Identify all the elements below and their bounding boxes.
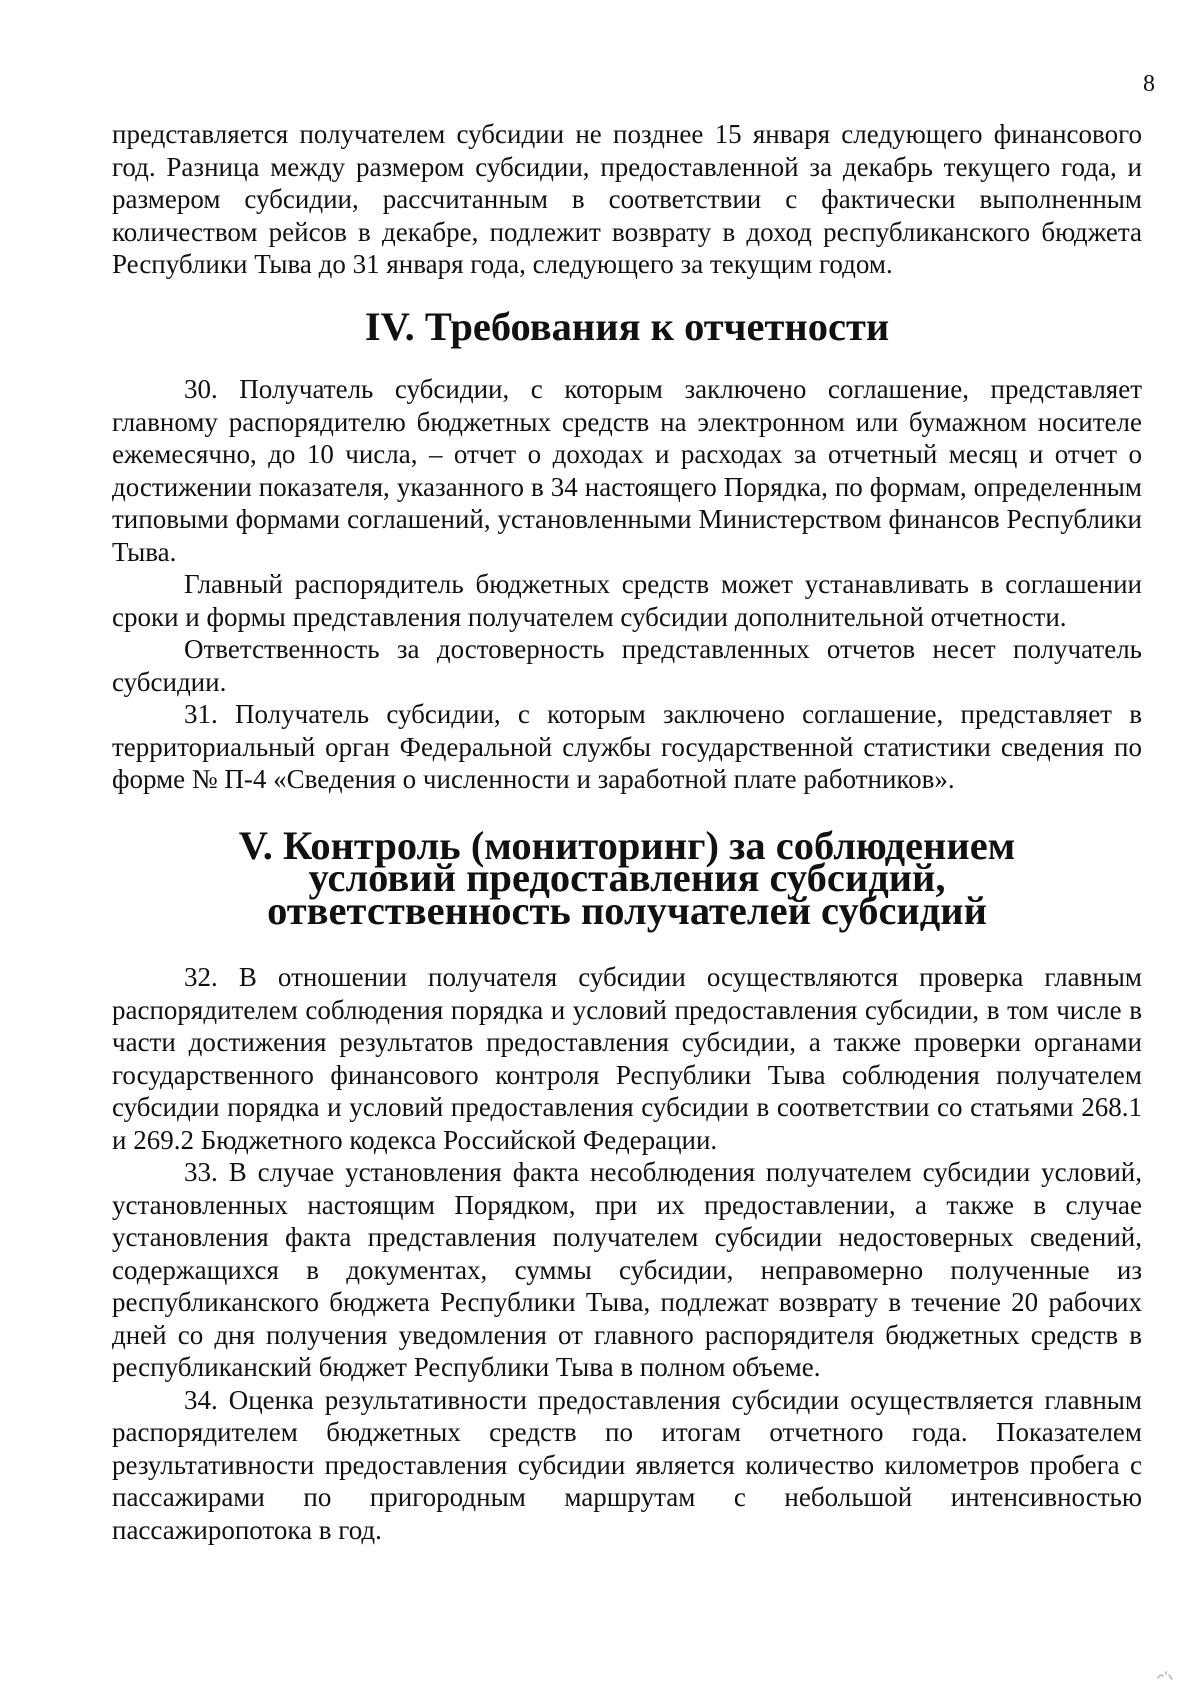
section-iv-heading: IV. Требования к отчетности (364, 303, 890, 349)
intro-paragraph: представляется получателем субсидии не позднее 15 января следующего финансового год. Разница между размером субсидии, предоставленной за декабрь текущего года, и размером субсидии, рассчитанным в соответствии с фактически выполненным количеством рейсов в декабре, подлежит возврату в доход республиканского бюджета Республики Тыва до 31 января года, следующего за текущим годом. (112, 119, 1142, 279)
paragraph-34: 34. Оценка результативности предоставления субсидии осуществляется главным распорядителем бюджетных средств по итогам отчетного года. Показателем результативности предоставления субсидии является количество километров пробега с пассажирами по пригородным маршрутам с небольшой интенсивностью пассажиропотока в год. (112, 1384, 1142, 1545)
section-v-heading-line-2: условий предоставления субсидий, (308, 855, 946, 900)
section-v-heading (112, 822, 1142, 933)
section-v-heading-line-3: ответственность получателей субсидий (267, 887, 987, 933)
section-v-heading-line-1: V. Контроль (мониторинг) за соблюдением (238, 822, 1016, 868)
document-content (112, 118, 1142, 1546)
page-number: 8 (1143, 71, 1155, 97)
paragraph-31: 31. Получатель субсидии, с которым заключено соглашение, представляет в территориальный орган Федеральной службы государственной статистики сведения по форме № П-4 «Сведения о численности и заработной плате работников». (112, 699, 1142, 794)
paragraph-30-c: Ответственность за достоверность представленных отчетов несет получатель субсидии. (112, 634, 1142, 697)
paragraph-32: 32. В отношении получателя субсидии осуществляются проверка главным распорядителем соблюдения порядка и условий предоставления субсидии, в том числе в части достижения результатов предоставления субсидии, а также проверки органами государственного финансового контроля Республики Тыва соблюдения получателем субсидии порядка и условий предоставления субсидии в соответствии со статьями 268.1 и 269.2 Бюджетного кодекса Российской Федерации. (112, 962, 1142, 1155)
paragraph-30: 30. Получатель субсидии, с которым заключено соглашение, представляет главному распорядителю бюджетных средств на электронном или бумажном носителе ежемесячно, до 10 числа, – отчет о доходах и расходах за отчетный месяц и отчет о достижении показателя, указанного в 34 настоящего Порядка, по формам, определенным типовыми формами соглашений, установленными Министерством финансов Республики Тыва. (112, 374, 1142, 567)
scan-mark-icon (1156, 1669, 1174, 1681)
paragraph-33: 33. В случае установления факта несоблюдения получателем субсидии условий, установленных настоящим Порядком, при их предоставлении, а также в случае установления факта представления получателем субсидии недостоверных сведений, содержащихся в документах, суммы субсидии, неправомерно полученные из республиканского бюджета Республики Тыва, подлежат возврату в течение 20 рабочих дней со дня получения уведомления от главного распорядителя бюджетных средств в республиканский бюджет Республики Тыва в полном объеме. (112, 1157, 1142, 1382)
paragraph-30-b: Главный распорядитель бюджетных средств может устанавливать в соглашении сроки и формы представления получателем субсидии дополнительной отчетности. (112, 569, 1142, 632)
